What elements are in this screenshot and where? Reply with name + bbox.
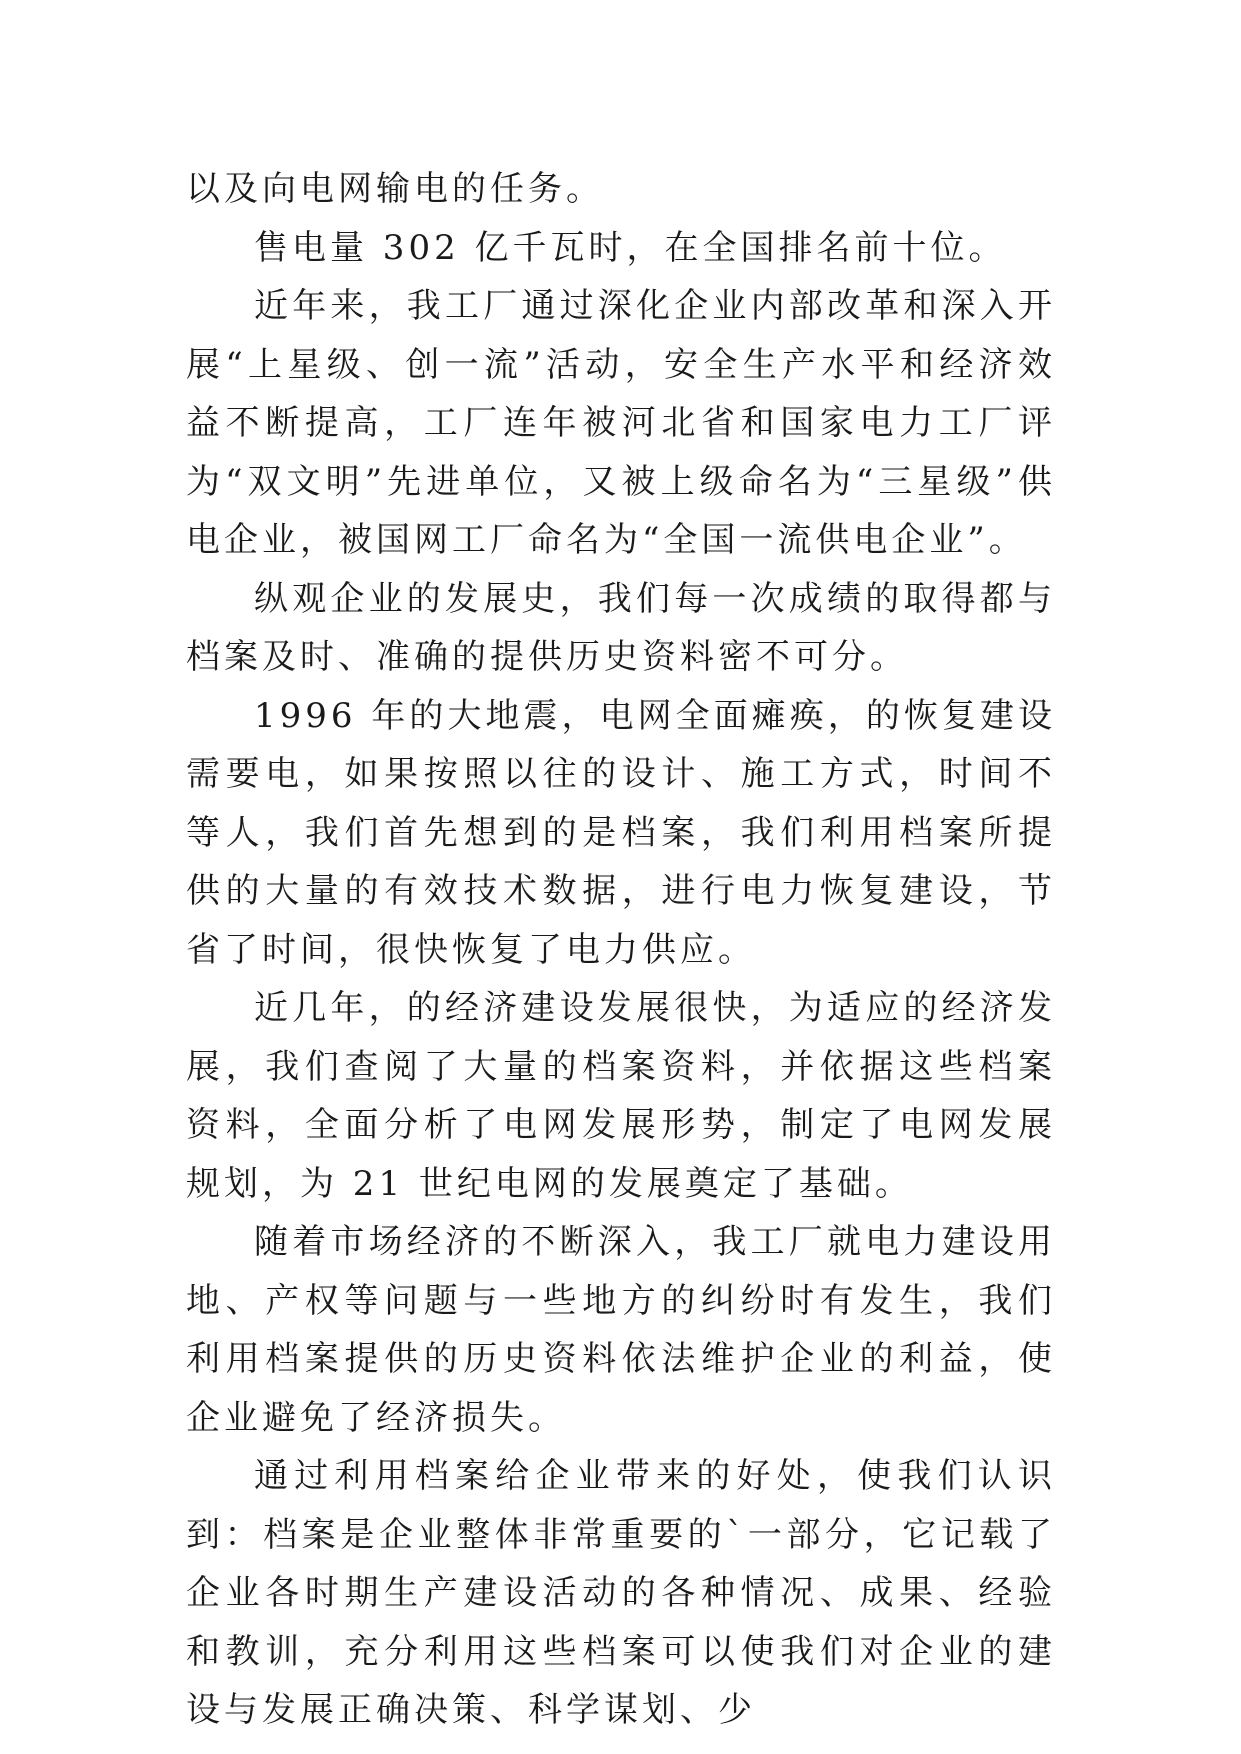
paragraph-2: 售电量 302 亿千瓦时，在全国排名前十位。 <box>254 227 1007 268</box>
paragraph-7: 随着市场经济的不断深入，我工厂就电力建设用地、产权等问题与一些地方的纠纷时有发生，我们利用档案提供的历史资料依法维护企业的利益，使企业避免了经济损失。 <box>186 1222 1056 1438</box>
paragraph-1: 以及向电网输电的任务。 <box>186 169 604 209</box>
body-text <box>186 160 1056 1740</box>
paragraph-5: 1996 年的大地震，电网全面瘫痪，的恢复建设需要电，如果按照以往的设计、施工方式，时间不等人，我们首先想到的是档案，我们利用档案所提供的大量的有效技术数据，进行电力恢复建设，节省了时间，很快恢复了电力供应。 <box>186 695 1056 970</box>
paragraph-6: 近几年，的经济建设发展很快，为适应的经济发展，我们查阅了大量的档案资料，并依据这些档案资料，全面分析了电网发展形势，制定了电网发展规划，为 21 世纪电网的发展奠定了基础。 <box>186 988 1056 1204</box>
paragraph-4: 纵观企业的发展史，我们每一次成绩的取得都与档案及时、准确的提供历史资料密不可分。 <box>186 578 1056 677</box>
paragraph-8: 通过利用档案给企业带来的好处，使我们认识到：档案是企业整体非常重要的`一部分，它记载了企业各时期生产建设活动的各种情况、成果、经验和教训，充分利用这些档案可以使我们对企业的建设与发展正确决策、科学谋划、少 <box>186 1456 1056 1730</box>
paragraph-3: 近年来，我工厂通过深化企业内部改革和深入开展“上星级、创一流”活动，安全生产水平和经济效益不断提高，工厂连年被河北省和国家电力工厂评为“双文明”先进单位，又被上级命名为“三星级”供电企业，被国网工厂命名为“全国一流供电企业”。 <box>186 286 1056 560</box>
